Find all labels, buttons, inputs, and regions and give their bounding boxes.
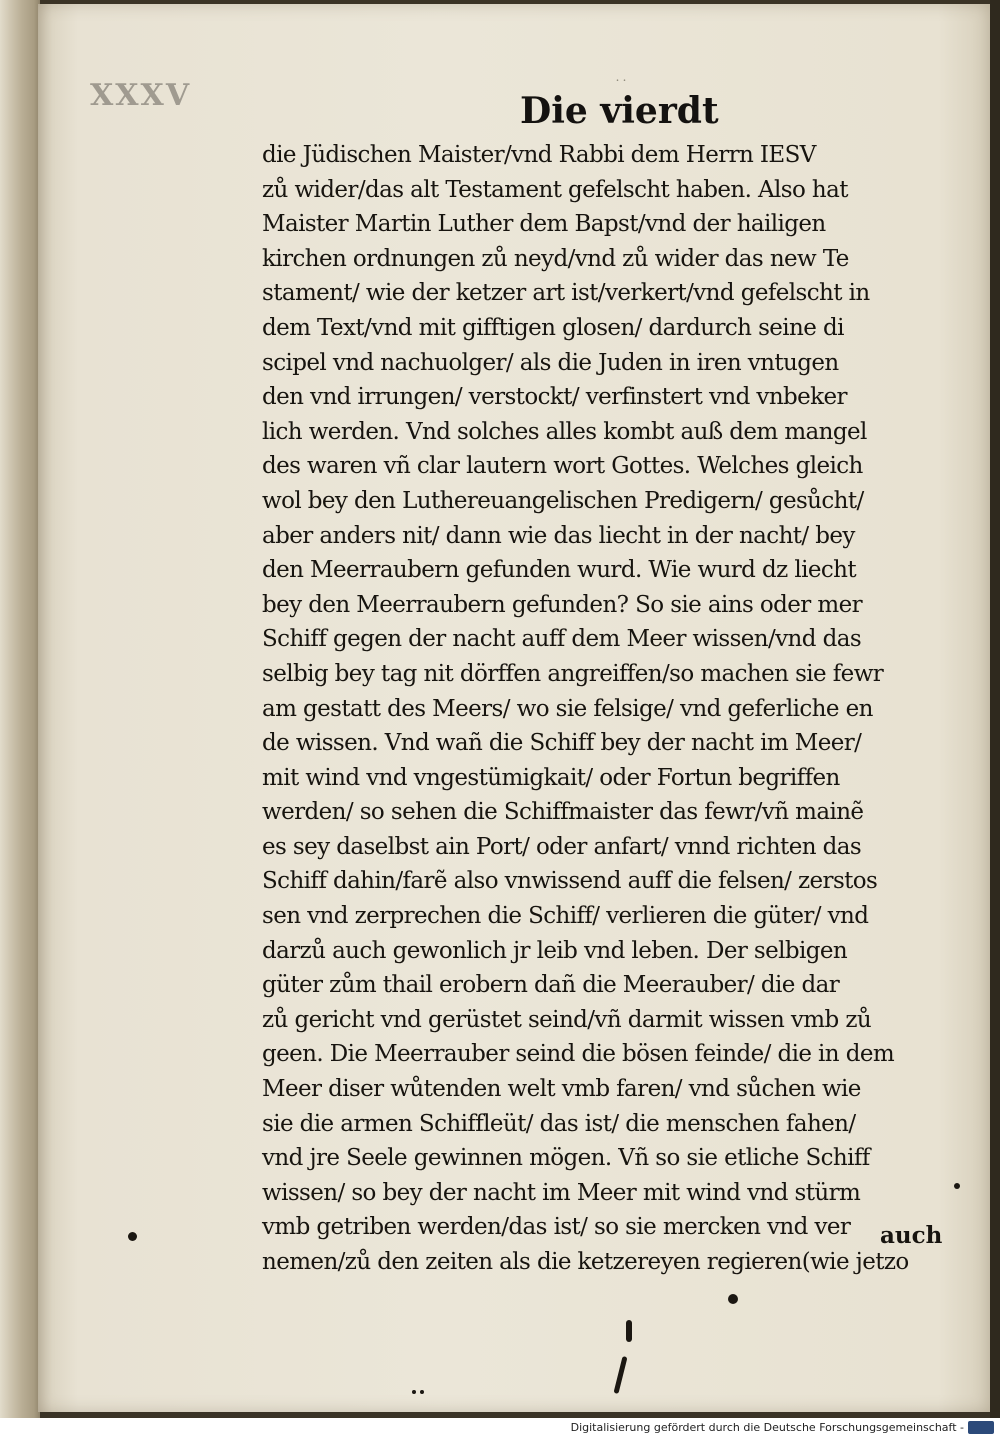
dfg-logo xyxy=(968,1421,994,1434)
footer-bar xyxy=(0,1418,1000,1437)
text-line: die Jüdischen Maister/vnd Rabbi dem Herrn IESV xyxy=(262,142,816,168)
running-head: Die vierdt xyxy=(520,90,719,132)
text-line: mit wind vnd vngestümigkait/ oder Fortun begriffen xyxy=(262,764,840,791)
ink-spot xyxy=(412,1390,416,1394)
page-gutter-edge xyxy=(0,0,40,1418)
text-line: vnd jre Seele gewinnen mögen. Vñ so sie etliche Schiff xyxy=(262,1145,870,1172)
text-line: bey den Meerraubern gefunden? So sie ains oder mer xyxy=(262,591,862,618)
page-right-shadow xyxy=(990,0,1000,1418)
funding-credit: Digitalisierung gefördert durch die Deutsche Forschungsgemeinschaft - xyxy=(570,1421,964,1434)
text-line: wissen/ so bey der nacht im Meer mit wind vnd stürm xyxy=(262,1179,861,1206)
ink-spot xyxy=(728,1294,738,1304)
ink-spot xyxy=(954,1183,960,1189)
text-line: vmb getriben werden/das ist/ so sie mercken vnd ver xyxy=(262,1214,851,1241)
ink-stroke xyxy=(626,1320,632,1342)
text-line: scipel vnd nachuolger/ als die Juden in iren vntugen xyxy=(262,349,839,376)
text-line: zů gericht vnd gerüstet seind/vñ darmit wissen vmb zů xyxy=(262,1006,872,1033)
text-line: werden/ so sehen die Schiffmaister das fewr/vñ mainẽ xyxy=(262,799,864,826)
text-line: des waren vñ clar lautern wort Gottes. Welches gleich xyxy=(262,453,863,480)
text-line: den vnd irrungen/ verstockt/ verfinstert vnd vnbeker xyxy=(262,384,847,411)
text-line: Schiff dahin/farẽ also vnwissend auff die felsen/ zerstos xyxy=(262,868,878,895)
text-line: aber anders nit/ dann wie das liecht in der nacht/ bey xyxy=(262,522,855,549)
text-line: es sey daselbst ain Port/ oder anfart/ vnnd richten das xyxy=(262,833,862,860)
text-line: sie die armen Schiffleüt/ das ist/ die menschen fahen/ xyxy=(262,1110,856,1137)
folio-number: XXXV xyxy=(90,78,192,113)
text-line: darzů auch gewonlich jr leib vnd leben. Der selbigen xyxy=(262,937,848,964)
faint-ornament-mark: ˙˙ xyxy=(614,78,628,94)
ink-spot xyxy=(420,1390,424,1394)
text-line: lich werden. Vnd solches alles kombt auß dem mangel xyxy=(262,418,867,445)
text-line: kirchen ordnungen zů neyd/vnd zů wider das new Te xyxy=(262,245,849,272)
text-line: güter zům thail erobern dañ die Meerauber/ die dar xyxy=(262,972,840,999)
text-line: nemen/zů den zeiten als die ketzereyen regieren(wie jetzo xyxy=(262,1249,909,1275)
text-line: stament/ wie der ketzer art ist/verkert/vnd gefelscht in xyxy=(262,280,870,307)
text-line: zů wider/das alt Testament gefelscht haben. Also hat xyxy=(262,176,848,203)
text-line: Maister Martin Luther dem Bapst/vnd der hailigen xyxy=(262,211,826,238)
text-line: sen vnd zerprechen die Schiff/ verlieren die güter/ vnd xyxy=(262,903,869,930)
text-line: den Meerraubern gefunden wurd. Wie wurd dz liecht xyxy=(262,557,857,584)
text-line: Meer diser wůtenden welt vmb faren/ vnd sůchen wie xyxy=(262,1076,861,1103)
text-line: Schiff gegen der nacht auff dem Meer wissen/vnd das xyxy=(262,626,862,653)
text-line: dem Text/vnd mit gifftigen glosen/ dardurch seine di xyxy=(262,314,844,341)
text-line: selbig bey tag nit dörffen angreiffen/so machen sie fewr xyxy=(262,660,884,687)
text-line: de wissen. Vnd wañ die Schiff bey der nacht im Meer/ xyxy=(262,730,862,757)
ink-spot xyxy=(128,1232,137,1241)
text-line: wol bey den Luthereuangelischen Predigern/ gesůcht/ xyxy=(262,487,864,514)
body-text xyxy=(262,138,962,1280)
text-line: am gestatt des Meers/ wo sie felsige/ vnd geferliche en xyxy=(262,695,873,722)
catchword: auch xyxy=(880,1222,943,1249)
text-line: geen. Die Meerrauber seind die bösen feinde/ die in dem xyxy=(262,1041,895,1068)
